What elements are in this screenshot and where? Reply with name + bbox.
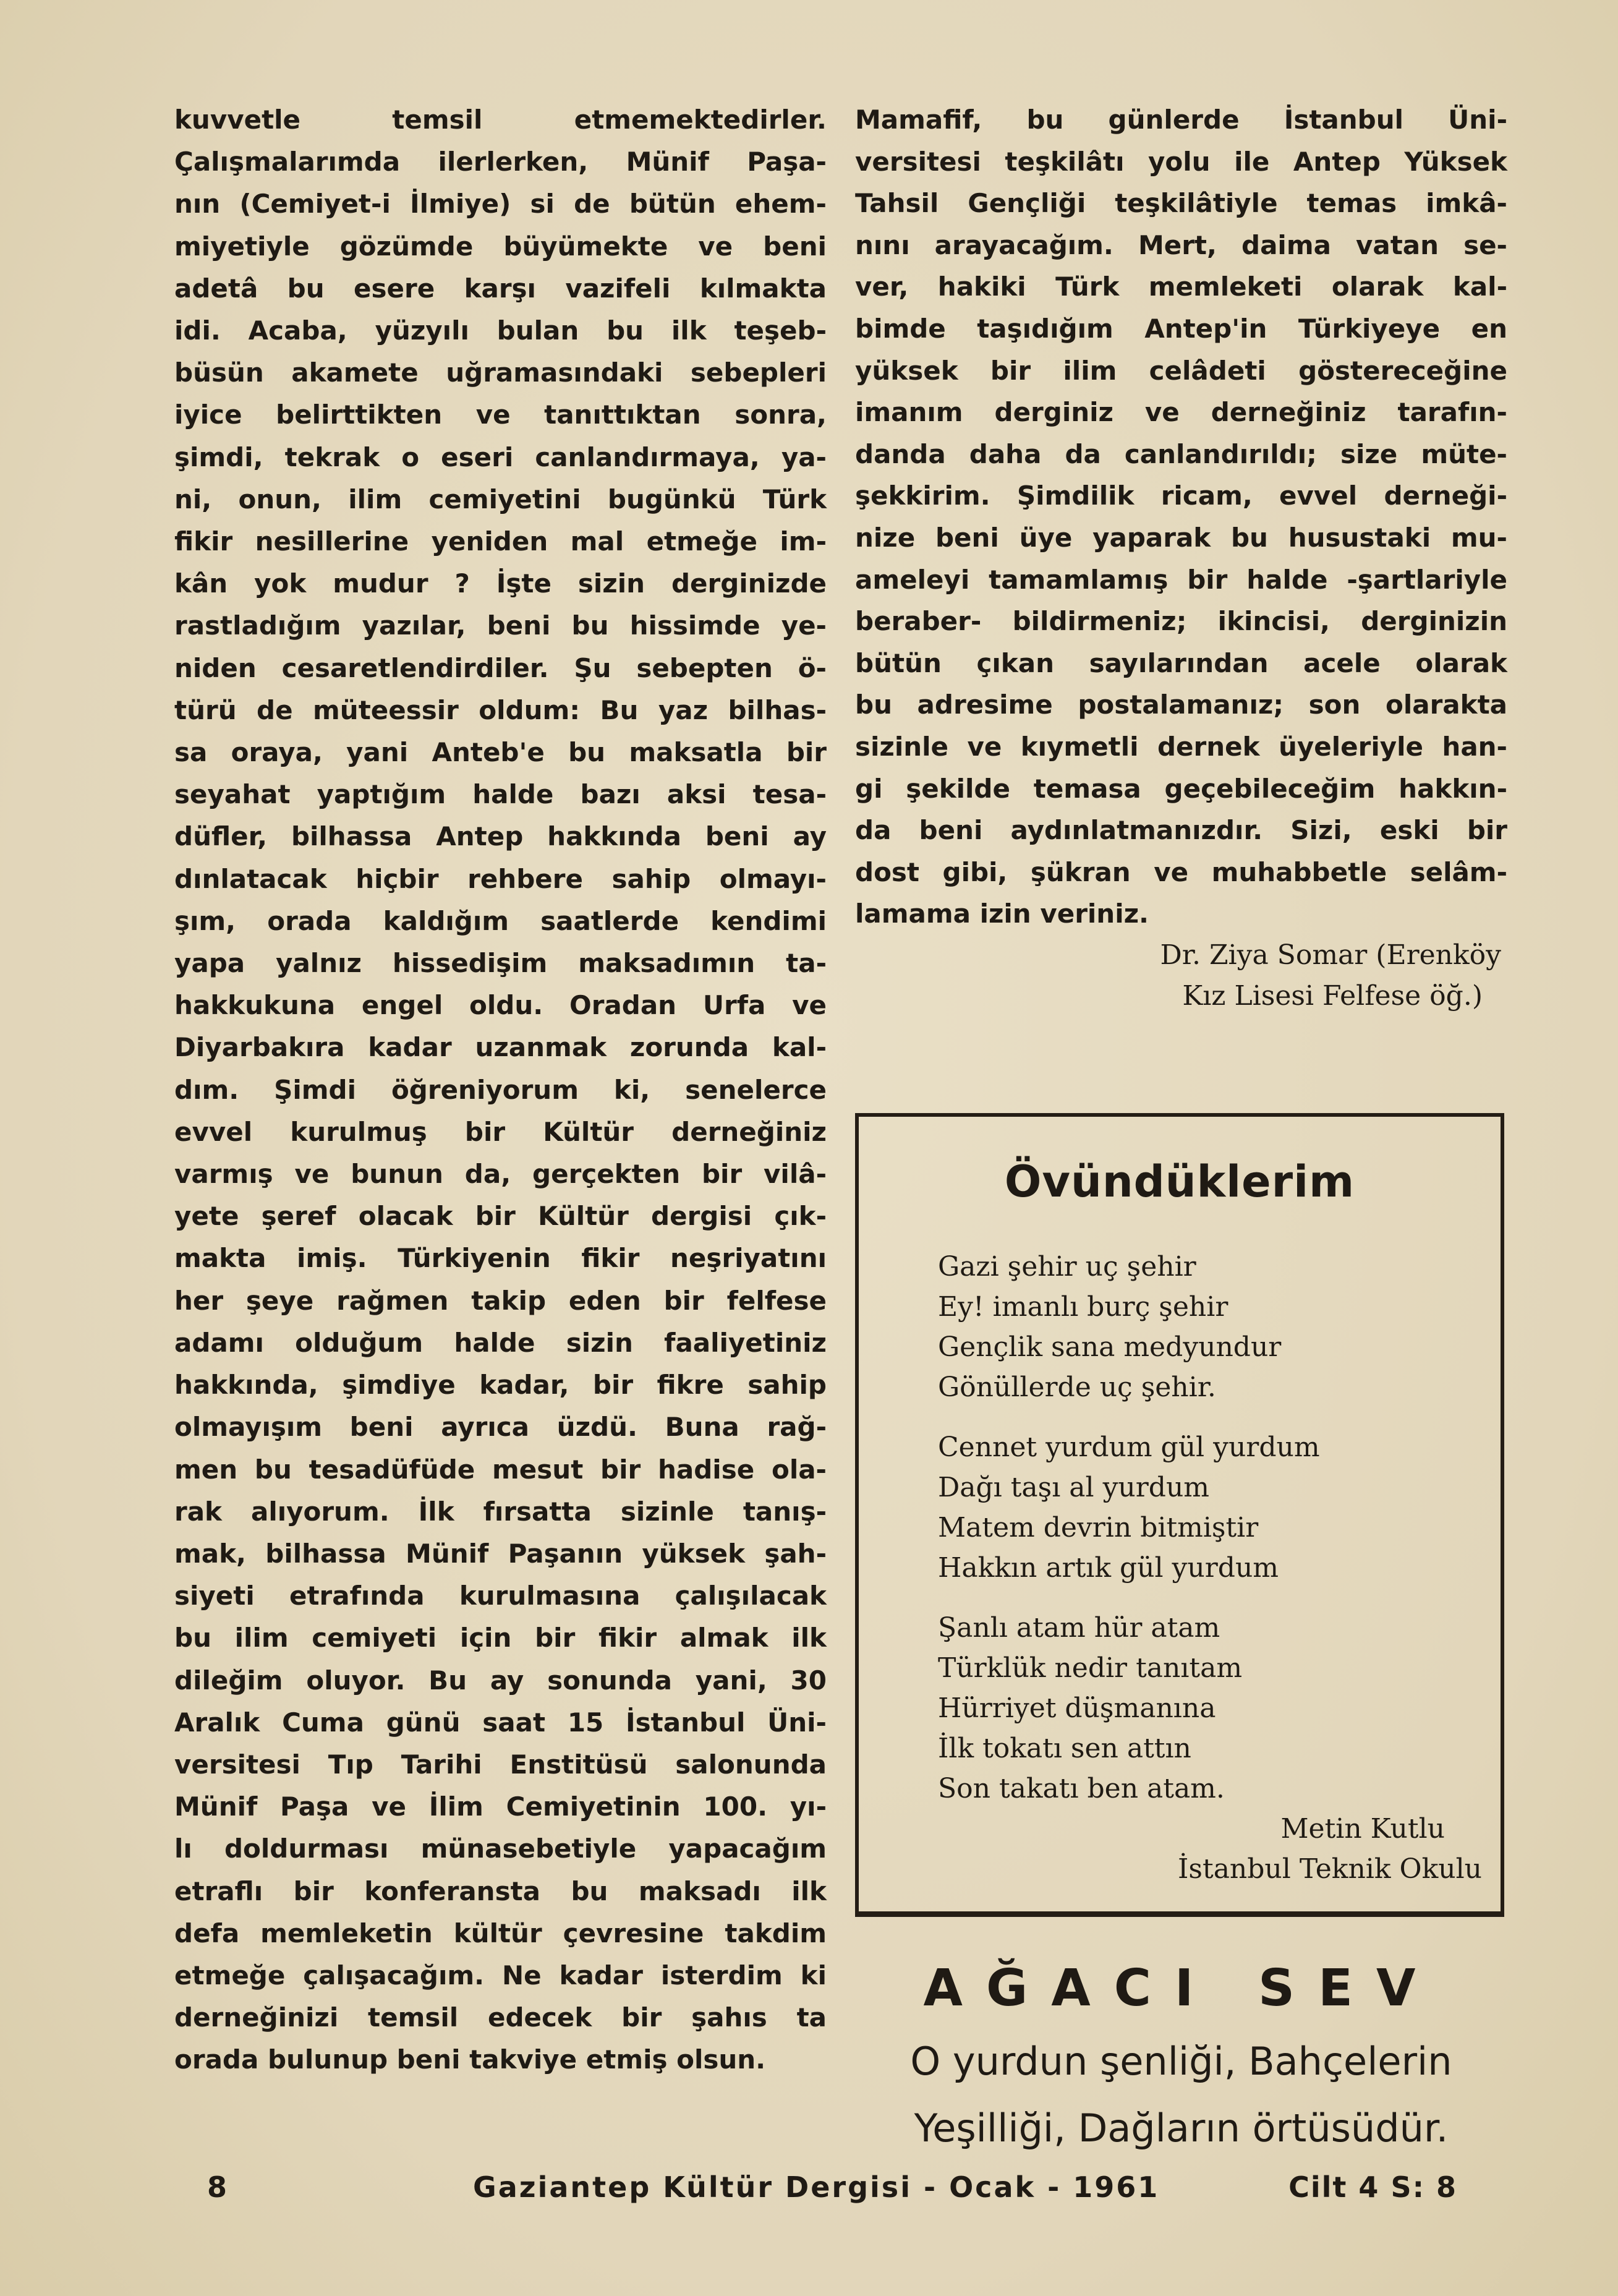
poem-line: Dağı taşı al yurdum	[938, 1472, 1210, 1503]
left-column-line: etmeğe çalışacağım. Ne kadar isterdim ki	[174, 1960, 827, 1991]
right-column-line: sizinle ve kıymetli dernek üyeleriyle han-	[855, 731, 1507, 762]
right-column-line: danda daha da canlandırıldı; size müte-	[855, 438, 1507, 469]
poem-line: Türklük nedir tanıtam	[938, 1652, 1243, 1684]
left-column-line: türü de müteessir oldum: Bu yaz bilhas-	[174, 694, 827, 725]
poem-line: Gazi şehir uç şehir	[938, 1251, 1196, 1282]
left-column-line: olmayışım beni ayrıca üzdü. Buna rağ-	[174, 1412, 827, 1443]
poem-line: İlk tokatı sen attın	[938, 1733, 1191, 1764]
ad-slogan-line-2: Yeşilliği, Dağların örtüsüdür.	[914, 2106, 1449, 2151]
left-column-line: evvel kurulmuş bir Kültür derneğiniz	[174, 1116, 827, 1147]
right-column-line: bimde taşıdığım Antep'in Türkiyeye en	[855, 313, 1507, 344]
right-column-line: Tahsil Gençliği teşkilâtiyle temas imkâ-	[855, 188, 1507, 219]
right-column-line: dost gibi, şükran ve muhabbetle selâm-	[855, 856, 1507, 887]
left-column-line: men bu tesadüfüde mesut bir hadise ola-	[174, 1454, 827, 1485]
ad-slogan	[855, 2028, 1507, 2162]
left-column-line: etraflı bir konferansta bu maksadı ilk	[174, 1876, 827, 1906]
poem-body	[938, 1247, 1482, 1889]
left-column-line: adamı olduğum halde sizin faaliyetiniz	[174, 1327, 827, 1358]
right-column-line: da beni aydınlatmanızdır. Sizi, eski bir	[855, 815, 1507, 846]
left-column-line: iyice belirttikten ve tanıttıktan sonra,	[174, 399, 827, 430]
left-column-line: Diyarbakıra kadar uzanmak zorunda kal-	[174, 1032, 827, 1063]
page-number: 8	[207, 2170, 228, 2204]
left-column-line: nın (Cemiyet-i İlmiye) si de bütün ehem-	[174, 189, 827, 220]
left-column-line: varmış ve bunun da, gerçekten bir vilâ-	[174, 1159, 827, 1190]
right-column-line: ver, hakiki Türk memleketi olarak kal-	[855, 271, 1507, 302]
left-column-line: lı doldurması münasebetiyle yapacağım	[174, 1833, 827, 1864]
poem-line: Gönüllerde uç şehir.	[938, 1372, 1216, 1403]
left-column-line: rastladığım yazılar, beni bu hissimde ye-	[174, 610, 827, 641]
right-column-line: nını arayacağım. Mert, daima vatan se-	[855, 229, 1507, 260]
left-column-line: siyeti etrafında kurulmasına çalışılacak	[174, 1581, 827, 1611]
right-column-line: bütün çıkan sayılarından acele olarak	[855, 647, 1507, 678]
right-column-line: gi şekilde temasa geçebileceğim hakkın-	[855, 773, 1507, 804]
left-column-line: adetâ bu esere karşı vazifeli kılmakta	[174, 273, 827, 304]
poem-stanza	[938, 1608, 1482, 1809]
poem-line: Matem devrin bitmiştir	[938, 1512, 1259, 1543]
left-column-line: rak alıyorum. İlk fırsatta sizinle tanış-	[174, 1496, 827, 1527]
poem-school: İstanbul Teknik Okulu	[1178, 1853, 1482, 1885]
page-footer	[207, 2170, 1457, 2208]
left-column-line: kân yok mudur ? İşte sizin derginizde	[174, 568, 827, 599]
left-column-line: idi. Acaba, yüzyılı bulan bu ilk teşeb-	[174, 315, 827, 346]
poem-title: Övündüklerim	[1004, 1156, 1355, 1207]
left-column-line: defa memleketin kültür çevresine takdim	[174, 1918, 827, 1948]
left-column-line: dınlatacak hiçbir rehbere sahip olmayı-	[174, 863, 827, 894]
left-column-line: Aralık Cuma günü saat 15 İstanbul Üni-	[174, 1707, 827, 1738]
left-column-line: Münif Paşa ve İlim Cemiyetinin 100. yı-	[174, 1791, 827, 1822]
ad-headline: AĞACI SEV	[923, 1959, 1439, 2018]
left-column-line: şım, orada kaldığım saatlerde kendimi	[174, 905, 827, 936]
left-column-line: fikir nesillerine yeniden mal etmeğe im-	[174, 526, 827, 557]
left-column-line: yete şeref olacak bir Kültür dergisi çık-	[174, 1201, 827, 1232]
poem-box	[855, 1113, 1504, 1917]
poem-line: Şanlı atam hür atam	[938, 1612, 1220, 1644]
volume-info: Cilt 4 S: 8	[1288, 2170, 1457, 2204]
left-column-line: kuvvetle temsil etmemektedirler.	[174, 105, 827, 135]
left-column-line: yapa yalnız hissedişim maksadımın ta-	[174, 948, 827, 979]
left-column-line: hakkında, şimdiye kadar, bir fikre sahip	[174, 1370, 827, 1401]
left-column-line: mak, bilhassa Münif Paşanın yüksek şah-	[174, 1538, 827, 1569]
poem-line: Gençlik sana medyundur	[938, 1331, 1282, 1363]
left-column-line: dım. Şimdi öğreniyorum ki, senelerce	[174, 1074, 827, 1105]
right-column-line: ameleyi tamamlamış bir halde -şartlariyle	[855, 564, 1507, 595]
left-column-line: şimdi, tekrak o eseri canlandırmaya, ya-	[174, 442, 827, 472]
poem-stanza	[938, 1427, 1482, 1588]
left-column-line: her şeye rağmen takip eden bir felfese	[174, 1285, 827, 1316]
left-column-line: bu ilim cemiyeti için bir fikir almak ilk	[174, 1623, 827, 1654]
letter-signature-name: Dr. Ziya Somar (Erenköy	[1160, 939, 1501, 971]
left-column-line: dileğim oluyor. Bu ay sonunda yani, 30	[174, 1665, 827, 1696]
left-column-line: orada bulunup beni takviye etmiş olsun.	[174, 2044, 766, 2075]
letter-signature-title: Kız Lisesi Felfese öğ.)	[1182, 979, 1483, 1012]
left-column-line: ni, onun, ilim cemiyetini bugünkü Türk	[174, 484, 827, 514]
right-column-line: beraber- bildirmeniz; ikincisi, derginizin	[855, 606, 1507, 637]
right-column-lines	[855, 99, 1507, 935]
right-text-column	[855, 99, 1507, 1017]
right-column-line: bu adresime postalamanız; son olarakta	[855, 689, 1507, 720]
right-column-line: Mamafif, bu günlerde İstanbul Üni-	[855, 105, 1507, 135]
left-column-line: derneğinizi temsil edecek bir şahıs ta	[174, 2002, 827, 2033]
left-column-line: miyetiyle gözümde büyümekte ve beni	[174, 231, 827, 262]
left-column-line: hakkukuna engel oldu. Oradan Urfa ve	[174, 990, 827, 1021]
left-column-line: versitesi Tıp Tarihi Enstitüsü salonunda	[174, 1749, 827, 1780]
right-column-line: versitesi teşkilâtı yolu ile Antep Yüksek	[855, 146, 1507, 177]
left-column-line: büsün akamete uğramasındaki sebepleri	[174, 357, 827, 388]
poem-line: Cennet yurdum gül yurdum	[938, 1432, 1320, 1463]
poem-author: Metin Kutlu	[1280, 1813, 1445, 1845]
left-column-line: sa oraya, yani Anteb'e bu maksatla bir	[174, 737, 827, 768]
left-column-line: niden cesaretlendirdiler. Şu sebepten ö-	[174, 652, 827, 683]
right-column-line: nize beni üye yaparak bu husustaki mu-	[855, 522, 1507, 553]
left-text-column	[174, 99, 827, 2081]
right-column-line: imanım derginiz ve derneğiniz tarafın-	[855, 397, 1507, 428]
left-column-line: Çalışmalarımda ilerlerken, Münif Paşa-	[174, 147, 827, 177]
left-column-line: makta imiş. Türkiyenin fikir neşriyatını	[174, 1243, 827, 1274]
poem-line: Son takatı ben atam.	[938, 1773, 1225, 1804]
ad-slogan-line-1: O yurdun şenliği, Bahçelerin	[910, 2039, 1452, 2084]
right-column-line: şekkirim. Şimdilik ricam, evvel derneği-	[855, 480, 1507, 511]
poem-line: Ey! imanlı burç şehir	[938, 1291, 1228, 1323]
right-column-line: yüksek bir ilim celâdeti göstereceğine	[855, 355, 1507, 386]
poem-line: Hürriyet düşmanına	[938, 1692, 1216, 1724]
left-column-line: seyahat yaptığım halde bazı aksi tesa-	[174, 779, 827, 810]
poem-stanza	[938, 1247, 1482, 1407]
left-column-line: düfler, bilhassa Antep hakkında beni ay	[174, 821, 827, 852]
publication-info: Gaziantep Kültür Dergisi - Ocak - 1961	[473, 2170, 1160, 2204]
poem-line: Hakkın artık gül yurdum	[938, 1552, 1279, 1584]
right-column-line: lamama izin veriniz.	[855, 898, 1149, 929]
